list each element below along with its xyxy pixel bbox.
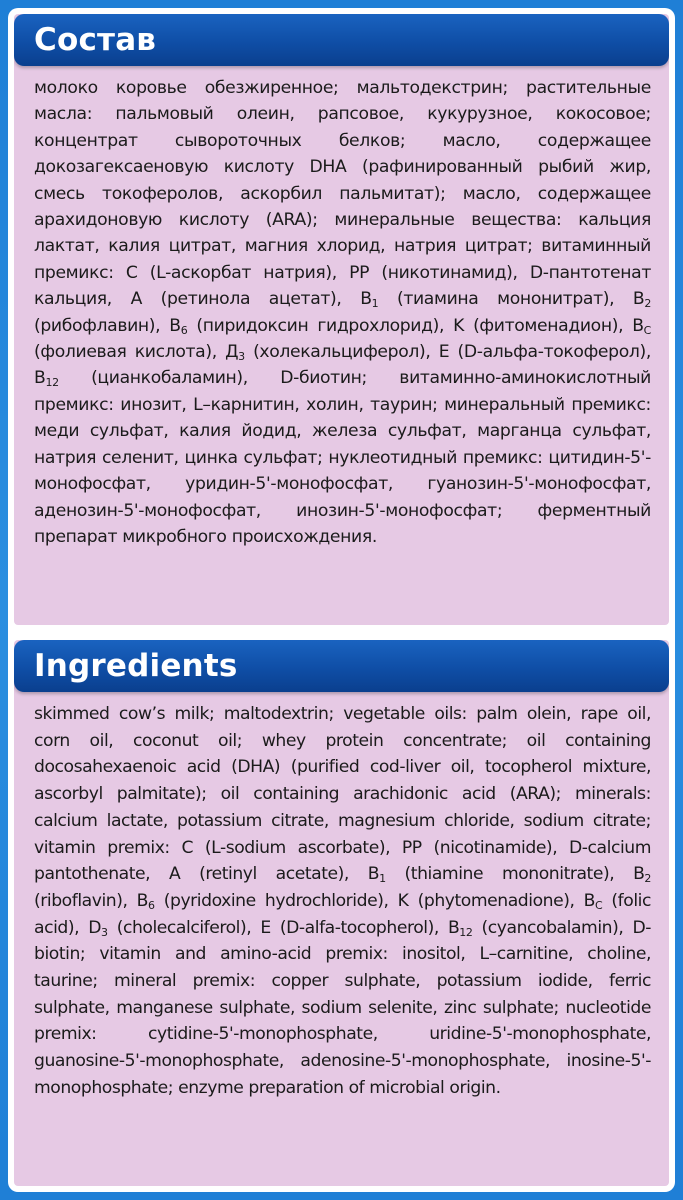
section-header <box>14 14 669 66</box>
text-part: (цианкобаламин), D-биотин; витаминно-аминокислотный премикс: инозит, L–карнитин, холин, таурин; минеральный премикс: меди сульфат, калия йодид, железа сульфат, марганца сульфат, натрия селенит, цинка сульфат; нуклеотидный премикс: цитидин-5'-монофосфат, уридин-5'-монофосфат, гуанозин-5'-монофосфат, аденозин-5'-монофосфат, инозин-5'-монофосфат; ферментный препарат микробного происхождения. <box>34 368 651 547</box>
subscript: C <box>643 323 651 337</box>
text-part: (рибофлавин), B <box>34 315 181 336</box>
text-part: молоко коровье обезжиренное; мальтодекстрин; растительные масла: пальмовый олеин, рапсовое, кукурузное, кокосовое; концентрат сывороточных белков; масло, содержащее докозагексаеновую кислоту DHA (рафинированный рыбий жир, смесь токоферолов, аскорбил пальмитат); масло, содержащее арахидоновую кислоту (ARA); минеральные вещества: кальция лактат, калия цитрат, магния хлорид, натрия цитрат; витаминный премикс: C (L-аскорбат натрия), PP (никотинамид), D-пантотенат кальция, A (ретинола ацетат), B <box>34 78 651 310</box>
text-part: (тиамина мононитрат), B <box>378 289 645 310</box>
composition-section-ru <box>14 14 669 625</box>
subscript: 1 <box>379 872 386 886</box>
text-part: (pyridoxine hydrochloride), K (phytomenadione), B <box>154 890 596 911</box>
ingredients-text <box>14 66 669 550</box>
subscript: 6 <box>148 898 155 912</box>
text-part: (фолиевая кислота), Д <box>34 342 239 363</box>
ingredients-section-en <box>14 640 669 1186</box>
subscript: 12 <box>45 376 59 390</box>
subscript: 2 <box>644 297 651 311</box>
subscript: 6 <box>180 323 188 337</box>
text-part: (folic acid), D <box>34 890 651 938</box>
text-part: (пиридоксин гидрохлорид), K (фитоменадион), B <box>187 315 644 336</box>
subscript: 3 <box>101 925 108 939</box>
section-header <box>14 640 669 692</box>
subscript: 1 <box>371 297 379 311</box>
subscript: C <box>595 898 603 912</box>
subscript: 2 <box>644 872 651 886</box>
text-part: skimmed cow’s milk; maltodextrin; vegetable oils: palm olein, rape oil, corn oil, coconut oil; whey protein concentrate; oil containing docosahexaenoic acid (DHA) (purified cod-liver oil, tocopherol mixture, ascorbyl palmitate); oil containing arachidonic acid (ARA); minerals: calcium lactate, potassium citrate, magnesium chloride, sodium citrate; vitamin premix: C (L-sodium ascorbate), PP (nicotinamide), D-calcium pantothenate, A (retinyl acetate), B <box>34 704 651 885</box>
subscript: 12 <box>459 925 473 939</box>
text-part: (холекальциферол), E (D-альфа-токоферол), B <box>34 342 651 389</box>
text-part: (riboflavin), B <box>34 890 149 911</box>
section-title: Ingredients <box>34 648 238 684</box>
text-part: (cyancobalamin), D-biotin; vitamin and amino-acid premix: inositol, L–carnitine, choline, taurine; mineral premix: copper sulphate, potassium iodide, ferric sulphate, manganese sulphate, sodium selenite, zinc sulphate; nucleotide premix: cytidine-5'-monophosphate, uridine-5'-monophosphate, guanosine-5'-monophosphate, adenosine-5'-monophosphate, inosine-5'-monophosphate; enzyme preparation of microbial origin. <box>34 917 651 1098</box>
section-title: Состав <box>34 22 157 58</box>
text-part: (cholecalciferol), E (D-alfa-tocopherol), B <box>107 917 460 938</box>
ingredients-text <box>14 692 669 1102</box>
text-part: (thiamine mononitrate), B <box>385 864 645 885</box>
subscript: 3 <box>238 350 245 364</box>
